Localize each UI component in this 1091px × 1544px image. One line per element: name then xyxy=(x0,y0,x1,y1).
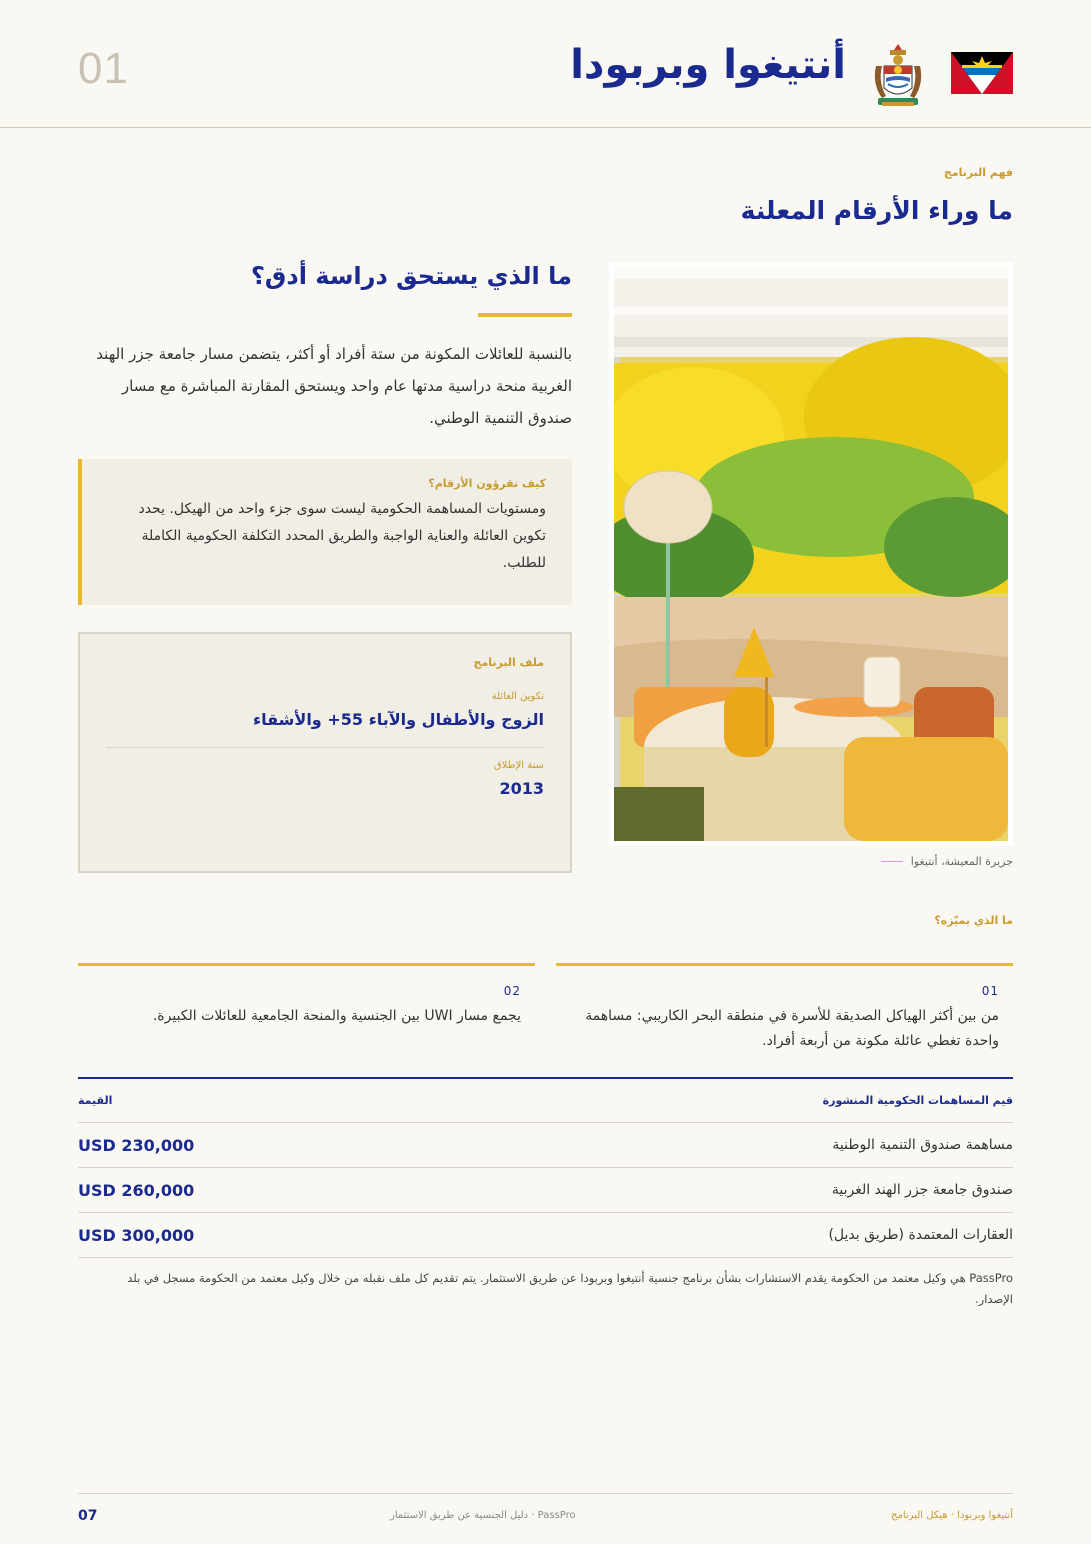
footer-center-text: PassPro · دليل الجنسية عن طريق الاستثمار xyxy=(390,1510,576,1521)
family-value: الزوج والأطفال والآباء 55+ والأشقاء xyxy=(252,710,544,729)
feature-number: 01 xyxy=(981,984,999,998)
row-value: USD 260,000 xyxy=(78,1180,195,1200)
row-label: العقارات المعتمدة (طريق بديل) xyxy=(828,1227,1013,1243)
intro-title: ما الذي يستحق دراسة أدق؟ xyxy=(251,262,572,290)
family-label: تكوين العائلة xyxy=(491,691,544,702)
feature-item xyxy=(556,963,1013,1063)
profile-eyebrow: ملف البرنامج xyxy=(473,656,544,669)
resort-terrace-photo xyxy=(614,267,1008,841)
profile-box xyxy=(78,632,572,873)
note-eyebrow: كيف تقرؤون الأرقام؟ xyxy=(428,477,546,490)
table-row xyxy=(78,1213,1013,1258)
footer-page-number: 07 xyxy=(78,1508,98,1524)
row-label: مساهمة صندوق التنمية الوطنية xyxy=(832,1137,1013,1153)
year-label: سنة الإطلاق xyxy=(493,760,544,771)
row-value: USD 300,000 xyxy=(78,1225,195,1245)
disclaimer-text: PassPro هي وكيل معتمد من الحكومة يقدم الاستشارات بشأن برنامج جنسية أنتيغوا وبربودا عن طريق الاستثمار. يتم تقديم كل ملف نقبله من خلال وكيل معتمد من الحكومة مسجل في بلد الإصدار. xyxy=(127,1271,1013,1306)
note-text: ومستويات المساهمة الحكومية ليست سوى جزء واحد من الهيكل. يحدد تكوين العائلة والعناية الواجبة والطريق المحدد التكلفة الحكومية الكاملة للطلب. xyxy=(138,501,546,571)
page-title: أنتيغوا وبربودا xyxy=(570,42,846,88)
antigua-flag-icon xyxy=(951,52,1013,94)
antigua-coat-of-arms-icon xyxy=(868,40,928,110)
year-value: 2013 xyxy=(499,779,544,798)
intro-paragraph: بالنسبة للعائلات المكونة من ستة أفراد أو أكثر، يتضمن مسار جامعة جزر الهند الغربية منحة دراسية مدتها عام واحد ويستحق المقارنة المباشرة مع مسار صندوق التنمية الوطني. xyxy=(96,345,572,427)
photo-frame xyxy=(609,262,1013,846)
feature-item xyxy=(78,963,535,1063)
table-header-value: القيمة xyxy=(78,1094,113,1107)
features-eyebrow: ما الذي يميّزه؟ xyxy=(934,914,1013,927)
caption-line xyxy=(881,861,903,862)
section-eyebrow: فهم البرنامج xyxy=(943,166,1013,179)
feature-number: 02 xyxy=(503,984,521,998)
photo-caption xyxy=(881,855,1013,868)
profile-divider xyxy=(106,747,544,748)
section-title: ما وراء الأرقام المعلنة xyxy=(740,196,1013,225)
note-box xyxy=(78,459,572,605)
table-header-row xyxy=(78,1079,1013,1123)
footer-section-text: أنتيغوا وبربودا · هيكل البرنامج xyxy=(891,1510,1013,1521)
row-value: USD 230,000 xyxy=(78,1135,195,1155)
page-header xyxy=(0,0,1091,128)
feature-text: يجمع مسار UWI بين الجنسية والمنحة الجامعية للعائلات الكبيرة. xyxy=(152,1008,521,1024)
intro-accent-bar xyxy=(478,313,572,317)
table-header-label: قيم المساهمات الحكومية المنشورة xyxy=(822,1094,1013,1107)
page-number: 01 xyxy=(78,44,129,93)
feature-text: من بين أكثر الهياكل الصديقة للأسرة في منطقة البحر الكاريبي: مساهمة واحدة تغطي عائلة مكونة من أربعة أفراد. xyxy=(585,1008,999,1049)
footer-divider xyxy=(78,1493,1013,1494)
row-label: صندوق جامعة جزر الهند الغربية xyxy=(831,1182,1013,1198)
contributions-table xyxy=(78,1077,1013,1258)
table-row xyxy=(78,1123,1013,1168)
photo-caption-text: جزيرة المعيشة، أنتيغوا xyxy=(910,855,1013,868)
table-row xyxy=(78,1168,1013,1213)
